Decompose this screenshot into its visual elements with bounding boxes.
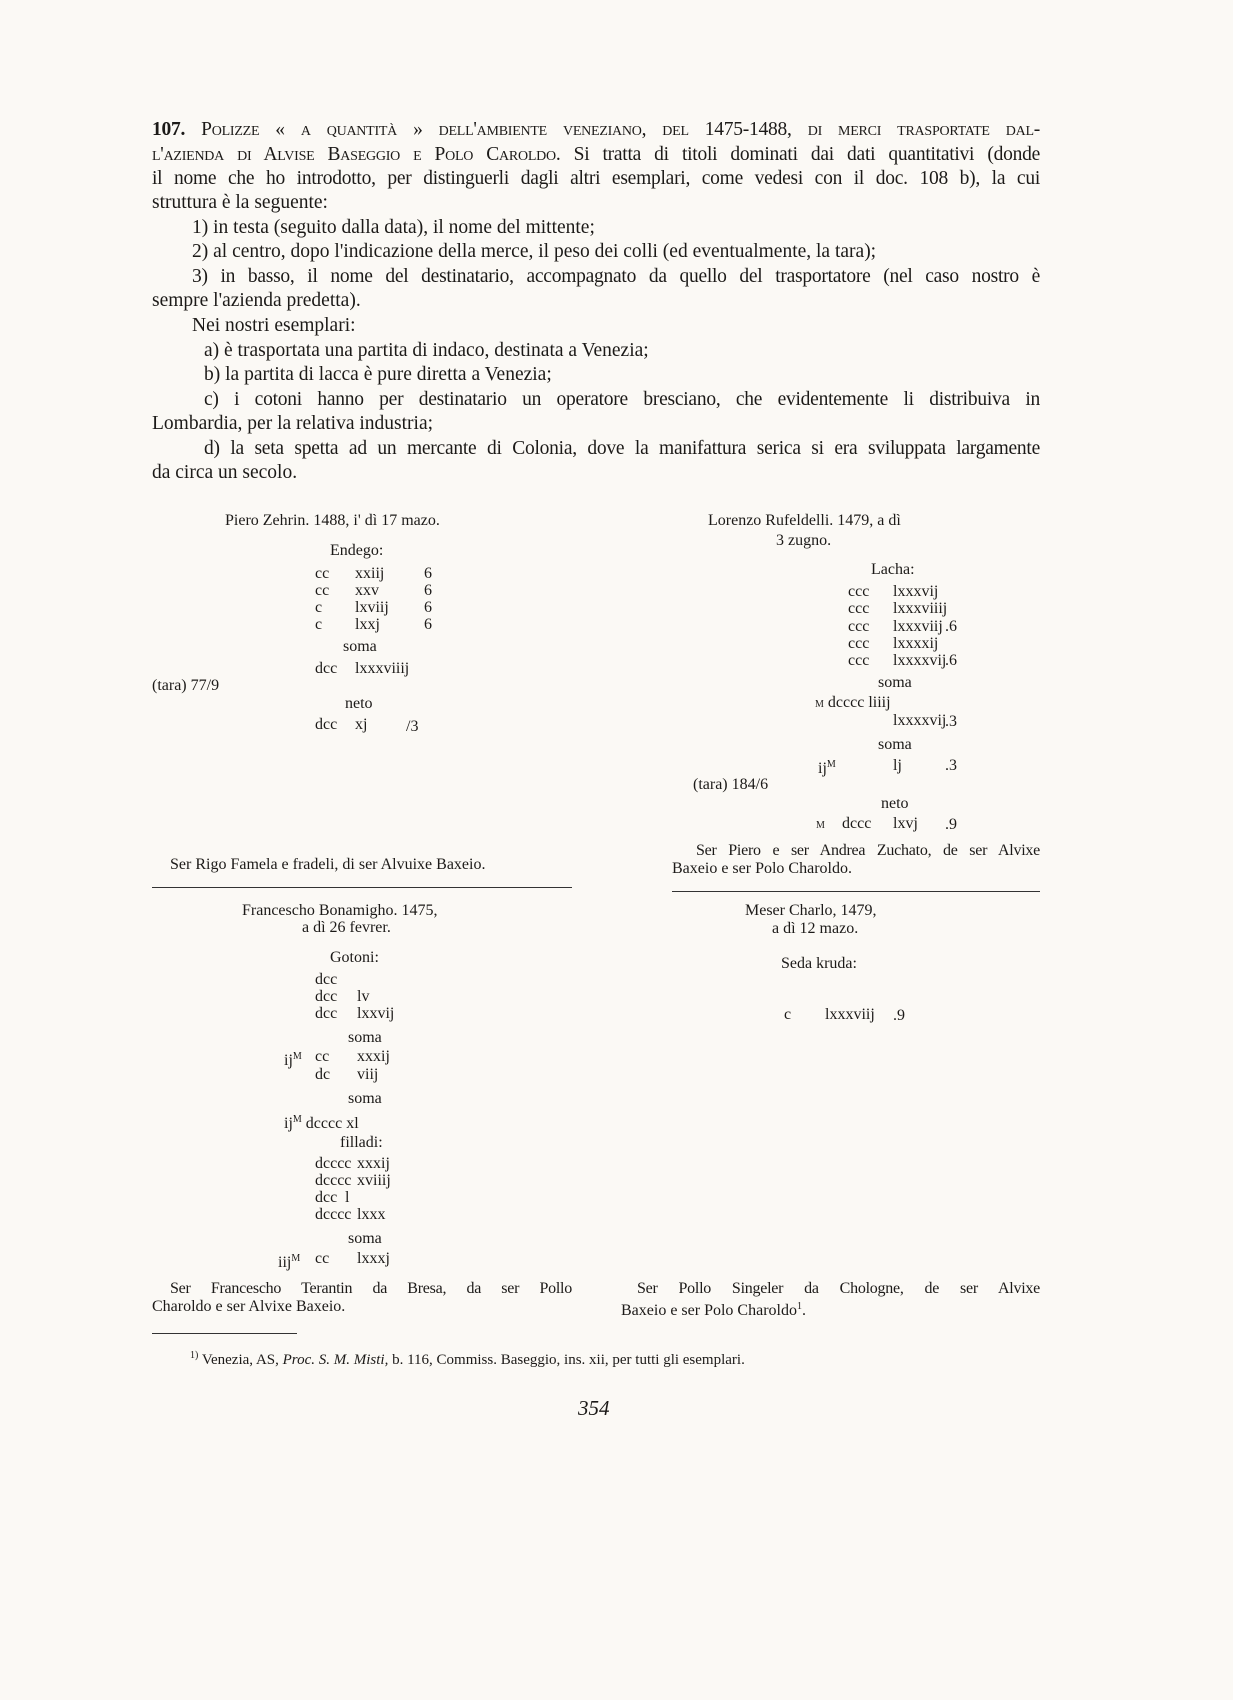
- thousand-mark: M: [292, 1114, 302, 1125]
- sender-date: a dì 26 fevrer.: [302, 919, 391, 936]
- weight-cell: ccc: [848, 618, 870, 635]
- sum-label: soma: [878, 674, 912, 691]
- goods-label: Seda kruda:: [781, 955, 857, 972]
- goods-label: Gotoni:: [330, 949, 379, 966]
- sum-value: dcccc xl: [305, 1115, 359, 1132]
- weight-cell: lxxx: [357, 1206, 386, 1223]
- weight-cell: cc: [315, 582, 330, 599]
- sum-value: .3: [945, 757, 957, 774]
- weight-cell: lxxvij: [357, 1005, 395, 1022]
- recipient: Ser Rigo Famela e fradeli, di ser Alvuixe Baxeio.: [170, 856, 486, 873]
- weight-cell: cc: [315, 565, 330, 582]
- weight-cell: .6: [945, 618, 957, 635]
- footnote-source: Proc. S. M. Misti,: [282, 1352, 389, 1368]
- sum-value: lj: [893, 757, 902, 774]
- net-value: /3: [406, 718, 419, 735]
- heading-title: Polizze « a quantità » dell'ambiente veneziano, del 1475-1488, di merci trasportate dal-: [201, 119, 1040, 140]
- weight-cell: l: [345, 1189, 350, 1206]
- weight-cell: lxxxxvij: [893, 652, 947, 669]
- net-value: dccc: [842, 815, 872, 832]
- sum-value: iij: [278, 1254, 292, 1271]
- intro-text: Si tratta di titoli dominati dai dati quantitativi (donde: [560, 144, 1040, 165]
- weight-cell: .3: [945, 713, 957, 730]
- footnote-text: b. 116, Commiss. Baseggio, ins. xii, per tutti gli esemplari.: [388, 1352, 745, 1368]
- body-line: struttura è la seguente:: [152, 192, 328, 213]
- weight-cell: ccc: [848, 635, 870, 652]
- weight-cell: lxxxvij: [893, 583, 939, 600]
- weight-cell: lxxxviiij: [893, 600, 948, 617]
- weight-cell: lxxxxij: [893, 635, 939, 652]
- weight-cell: dcc: [315, 971, 338, 988]
- net-value: dcc: [315, 716, 338, 733]
- thousand-mark: m: [816, 817, 825, 832]
- recipient: .: [801, 1302, 806, 1319]
- weight-cell: .9: [893, 1007, 905, 1024]
- heading-title-cont: l'azienda di Alvise Baseggio e Polo Caroldo.: [152, 144, 561, 165]
- recipient: Baxeio e ser Polo Charoldo.: [672, 860, 852, 877]
- thousand-mark: M: [291, 1253, 301, 1264]
- sum-label: soma: [343, 638, 377, 655]
- list-item: a) è trasportata una partita di indaco, destinata a Venezia;: [204, 340, 649, 361]
- list-item: c) i cotoni hanno per destinatario un operatore bresciano, che evidentemente li distribuiva in: [204, 389, 1040, 410]
- weight-cell: ccc: [848, 583, 870, 600]
- tare: (tara) 184/6: [693, 776, 769, 793]
- weight-cell: c: [315, 616, 323, 633]
- sum-value: ij: [818, 760, 827, 777]
- sender-date: a dì 12 mazo.: [772, 920, 859, 937]
- thousand-mark: M: [292, 1051, 302, 1062]
- weight-cell: dc: [315, 1066, 331, 1083]
- weight-cell: lxxxviij: [825, 1006, 875, 1023]
- weight-cell: lv: [357, 988, 370, 1005]
- heading-line-1: [152, 118, 1040, 142]
- sum-value: lxxxviiij: [355, 660, 410, 677]
- sender-date: 3 zugno.: [776, 532, 832, 549]
- sender-date: Meser Charlo, 1479,: [745, 902, 877, 919]
- weight-cell: lxxxxvij: [893, 712, 947, 729]
- sum-value: lxxxj: [357, 1250, 390, 1267]
- net-value: .9: [945, 816, 957, 833]
- page-number: 354: [578, 1396, 610, 1420]
- weight-cell: xxv: [355, 582, 379, 599]
- recipient: Baxeio e ser Polo Charoldo: [621, 1302, 797, 1319]
- sum-value: ij: [284, 1052, 293, 1069]
- sender-date: Lorenzo Rufeldelli. 1479, a dì: [708, 512, 901, 529]
- list-item: d) la seta spetta ad un mercante di Colonia, dove la manifattura serica si era sviluppata largamente: [204, 438, 1040, 459]
- weight-cell: 6: [424, 616, 432, 633]
- sender-date: Piero Zehrin. 1488, i' dì 17 mazo.: [225, 512, 440, 529]
- sum-value: dcc: [315, 660, 338, 677]
- weight-cell: c: [315, 599, 323, 616]
- recipient: Ser Pollo Singeler da Chologne, de ser Alvixe: [637, 1280, 1040, 1297]
- weight-cell: 6: [424, 565, 432, 582]
- weight-cell: 6: [424, 582, 432, 599]
- goods-label: filladi:: [340, 1134, 383, 1151]
- list-item: 3) in basso, il nome del destinatario, accompagnato da quello del trasportatore (nel caso nostro è: [192, 266, 1040, 287]
- goods-label: Endego:: [330, 542, 384, 559]
- list-item: 2) al centro, dopo l'indicazione della merce, il peso dei colli (ed eventualmente, la tara);: [192, 241, 877, 262]
- net-label: neto: [881, 795, 909, 812]
- body-line: da circa un secolo.: [152, 462, 298, 483]
- sum-label: soma: [348, 1029, 382, 1046]
- recipient: Ser Piero e ser Andrea Zuchato, de ser Alvixe: [696, 842, 1040, 859]
- weight-cell: dcccc: [315, 1155, 352, 1172]
- net-value: xj: [355, 716, 368, 733]
- document-number: 107.: [152, 119, 186, 140]
- divider: [672, 891, 1040, 892]
- heading-line-2: [152, 143, 1040, 167]
- footnote-ref: 1: [796, 1301, 802, 1312]
- net-label: neto: [345, 695, 373, 712]
- weight-cell: ccc: [848, 600, 870, 617]
- weight-cell: xxxij: [357, 1155, 390, 1172]
- body-line: Lombardia, per la relativa industria;: [152, 413, 434, 434]
- sum-label: soma: [348, 1230, 382, 1247]
- footnote: [190, 1350, 745, 1369]
- net-value: lxvj: [893, 815, 918, 832]
- recipient: Charoldo e ser Alvixe Baxeio.: [152, 1298, 346, 1315]
- body-line: sempre l'azienda predetta).: [152, 290, 361, 311]
- weight-cell: dcccc: [315, 1172, 352, 1189]
- sender-date: Francescho Bonamigho. 1475,: [242, 902, 438, 919]
- weight-cell: 6: [424, 599, 432, 616]
- footnote-rule: [152, 1333, 297, 1334]
- body-line: il nome che ho introdotto, per distinguerli dagli altri esemplari, come vedesi con il doc. 108 b), la cui: [152, 168, 1040, 189]
- weight-cell: lxviij: [355, 599, 389, 616]
- thousand-mark: M: [826, 759, 836, 770]
- footnote-mark: 1): [190, 1350, 199, 1361]
- sum-label: soma: [878, 736, 912, 753]
- weight-cell: xxiij: [355, 565, 385, 582]
- sum-value: xxxij: [357, 1048, 390, 1065]
- weight-cell: lxxxviij: [893, 618, 943, 635]
- weight-cell: lxxj: [355, 616, 380, 633]
- weight-cell: ccc: [848, 652, 870, 669]
- weight-cell: .6: [945, 652, 957, 669]
- recipient: Ser Francescho Terantin da Bresa, da ser Pollo: [170, 1280, 572, 1297]
- weight-cell: dcccc: [315, 1206, 352, 1223]
- weight-cell: c: [784, 1006, 792, 1023]
- sum-value: cc: [315, 1048, 330, 1065]
- divider: [152, 887, 572, 888]
- list-item: 1) in testa (seguito dalla data), il nome del mittente;: [192, 217, 595, 238]
- weight-cell: xviiij: [357, 1172, 391, 1189]
- weight-cell: viij: [357, 1066, 379, 1083]
- sum-value: cc: [315, 1250, 330, 1267]
- sum-value: ij: [284, 1115, 293, 1132]
- footnote-text: Venezia, AS,: [198, 1352, 283, 1368]
- tare: (tara) 77/9: [152, 677, 220, 694]
- sum-label: soma: [348, 1090, 382, 1107]
- list-item: b) la partita di lacca è pure diretta a Venezia;: [204, 364, 552, 385]
- body-line: Nei nostri esemplari:: [192, 315, 356, 336]
- weight-cell: dcc: [315, 1005, 338, 1022]
- sum-value: dcccc liiij: [827, 694, 891, 711]
- thousand-mark: m: [815, 696, 824, 711]
- goods-label: Lacha:: [871, 561, 915, 578]
- weight-cell: dcc: [315, 988, 338, 1005]
- weight-cell: dcc: [315, 1189, 338, 1206]
